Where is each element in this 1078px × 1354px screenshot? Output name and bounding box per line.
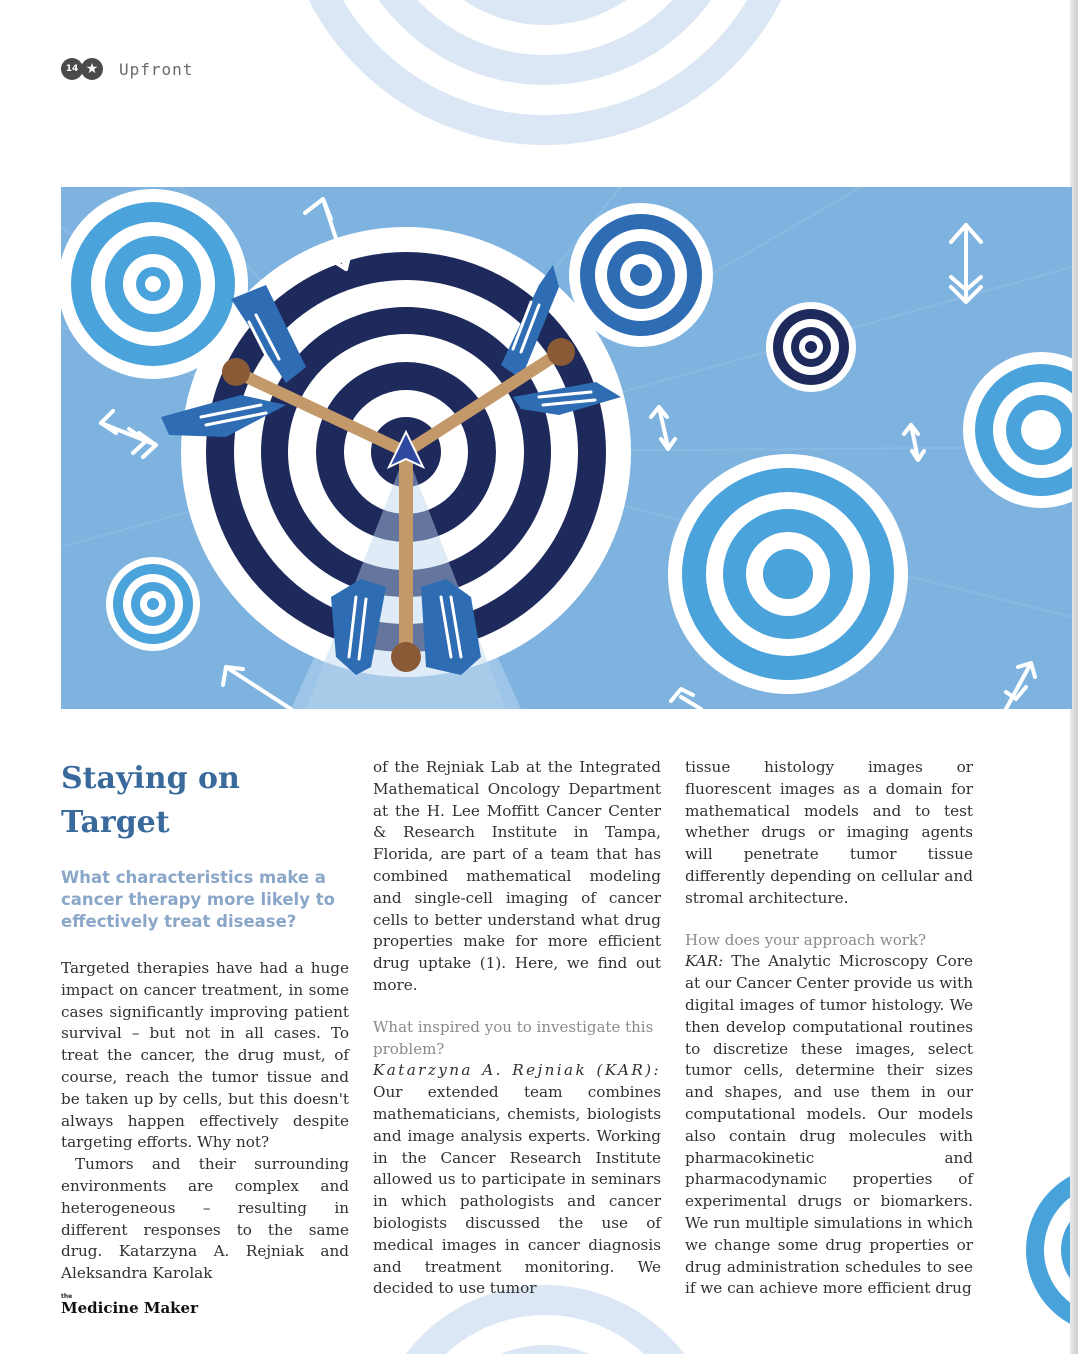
section-label: Upfront [119,59,194,79]
hero-illustration [61,187,1072,709]
article-standfirst: What characteristics make a cancer therapy more likely to effectively treat disease? [61,868,335,931]
logo-small-text: the [61,1293,73,1300]
publication-logo [61,1294,198,1317]
interview-answer [373,1060,661,1300]
article-column-1 [61,757,349,1285]
interview-answer [685,951,973,1300]
logo-main-text: Medicine Maker [61,1299,198,1317]
body-paragraph: of the Rejniak Lab at the Integrated Mathematical Oncology Department at the H. Lee Moffitt Cancer Center & Research Institute in Tampa, Florida, are part of a team that has combined mathematical modeling and single-cell imaging of cancer cells to better understand what drug properties make for more efficient drug uptake (1). Here, we find out more. [373,758,661,994]
target-icon-top-middle [569,203,713,347]
target-icon-left [61,189,248,379]
target-icon-small-navy [766,302,856,392]
body-paragraph: Tumors and their surrounding environments are complex and heterogeneous – resulting in different responses to the same drug. Katarzyna A. Rejniak and Aleksandra Karolak [61,1155,349,1283]
body-paragraph: Targeted therapies have had a huge impact on cancer treatment, in some cases significantly improving patient survival – but not in all cases. To treat the cancer, the drug must, of course, reach the tumor tissue and be taken up by cells, but this doesn't always happen effectively despite targeting efforts. Why not? [61,959,349,1152]
article-column-3 [685,757,973,1300]
page-number: 14 [61,58,83,80]
page-header [61,58,193,80]
body-paragraph: tissue histology images or fluorescent images as a domain for mathematical models and to test whether drugs or imaging agents will penetrate tumor tissue differently depending on cellular and stromal architecture. [685,758,973,907]
speaker-label: Katarzyna A. Rejniak (KAR): [373,1061,661,1080]
interview-question: How does your approach work? [685,930,927,949]
star-icon: ★ [81,58,103,80]
answer-text: Our extended team combines mathematicians, chemists, biologists and image analysis experts. Working in the Cancer Research Institute allowed us to participate in seminars in which pathologists and cancer biologists discussed the use of medical images in cancer diagnosis and treatment monitoring. We decided to use tumor [373,1083,661,1298]
article-title: Staying on Target [61,761,240,840]
target-icon-large-right [668,454,908,694]
speaker-label: KAR: [685,952,724,971]
answer-text: The Analytic Microscopy Core at our Cancer Center provide us with digital images of tumor histology. We then develop computational routines to discretize these images, select tumor cells, determine their sizes and shapes, and use them in our computational models. Our models also contain drug molecules with pharmacokinetic and pharmacodynamic properties of experimental drugs or biomarkers. We run multiple simulations in which we change some drug properties or drug administration schedules to see if we can achieve more efficient drug [685,952,973,1298]
article-column-2 [373,757,661,1300]
target-icon-small-left [106,557,200,651]
interview-question: What inspired you to investigate this problem? [373,1017,654,1058]
